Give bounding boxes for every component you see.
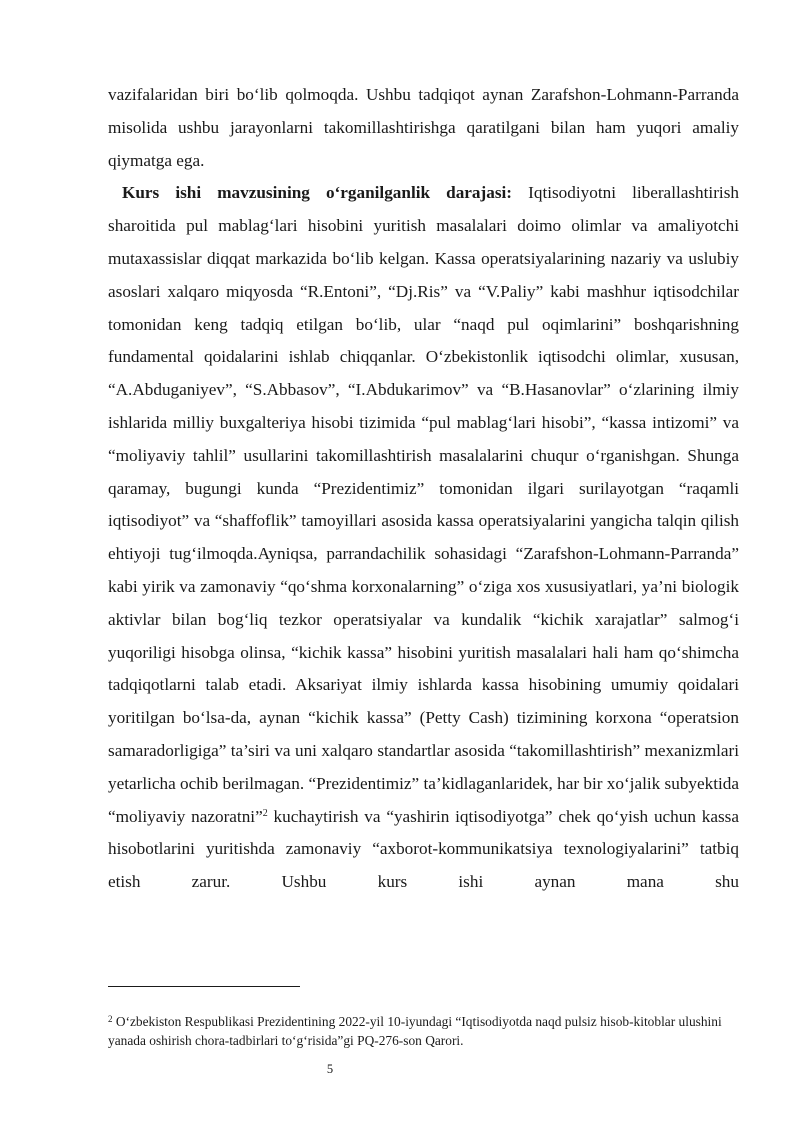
paragraph-text-continued: kuchaytirish va “yashirin iqtisodiyotga” chek qo‘yish uchun kassa hisobotlarini yuritishda zamonaviy “axborot-kommunikatsiya texnologiyalarini” tatbiq etish zarur. Ushbu kurs ishi aynan mana shu (108, 806, 740, 892)
footnote-separator (108, 986, 300, 987)
section-heading-inline: Kurs ishi mavzusining o‘rganilganlik darajasi: (122, 183, 513, 203)
paragraph-intro-continuation: vazifalaridan biri bo‘lib qolmoqda. Ushbu tadqiqot aynan Zarafshon-Lohmann-Parranda misolida ushbu jarayonlarni takomillashtirishga qaratilgani bilan ham yuqori amaliy qiymatga ega. (108, 85, 739, 170)
paragraph-text: Iqtisodiyotni liberallashtirish sharoitida pul mablag‘lari hisobini yuritish masalalari doimo olimlar va amaliyotchi mutaxassislar diqqat markazida bo‘lib kelgan. Kassa operatsiyalarining nazariy va uslubiy asoslari xalqaro miqyosda “R.Entoni”, “Dj.Ris” va “V.Paliy” kabi mashhur iqtisodchilar tomonidan keng tadqiq etilgan bo‘lib, ular “naqd pul oqimlarini” boshqarishning fundamental qoidalarini ishlab chiqqanlar. O‘zbekistonlik iqtisodchi olimlar, xususan, “A.Abduganiyev”, “S.Abbasov”, “I.Abdukarimov” va “B.Hasanovlar” o‘zlarining ilmiy ishlarida milliy buxgalteriya hisobi tizimida “pul mablag‘lari hisobi”, “kassa intizomi” va “moliyaviy tahlil” usullarini takomillashtirish masalalarini chuqur o‘rganishgan. Shunga qaramay, bugungi kunda “Prezidentimiz” tomonidan ilgari surilayotgan “raqamli iqtisodiyot” va “shaffoflik” tamoyillari asosida kassa operatsiyalarini yangicha talqin qilish ehtiyoji tug‘ilmoqda.Ayniqsa, parrandachilik sohasidagi “Zarafshon-Lohmann-Parranda” kabi yirik va zamonaviy “qo‘shma korxonalarning” o‘ziga xos xususiyatlari, ya’ni biologik aktivlar bilan bog‘liq tezkor operatsiyalar va kundalik “kichik xarajatlar” salmog‘i yuqoriligi hisobga olinsa, “kichik kassa” hisobini yuritish masalalari hali ham qo‘shimcha tadqiqotlarni talab etadi. Aksariyat ilmiy ishlarda kassa hisobining umumiy qoidalari yoritilgan bo‘lsa-da, aynan “kichik kassa” (Petty Cash) tizimining korxona “operatsion samaradorligiga” ta’siri va uni xalqaro standartlar asosida “takomillashtirish” mexanizmlari yetarlicha ochib berilmagan. “Prezidentimiz” ta’kidlaganlaridek, har bir xo‘jalik subyektida “moliyaviy nazoratni” (108, 183, 739, 826)
footnote-text: O‘zbekiston Respublikasi Prezidentining 2022-yil 10-iyundagi “Iqtisodiyotda naqd pulsiz hisob-kitoblar ulushini yanada oshirish chora-tadbirlari to‘g‘risida”gi PQ-276-son Qarori. (108, 1014, 722, 1048)
main-text (108, 79, 739, 899)
page-number: 5 (326, 1062, 334, 1076)
footnote-reference[interactable]: 2 (262, 807, 268, 819)
paragraph-study-level (108, 177, 739, 899)
footnote-number: 2 (108, 1014, 113, 1024)
footnote (108, 1012, 728, 1050)
